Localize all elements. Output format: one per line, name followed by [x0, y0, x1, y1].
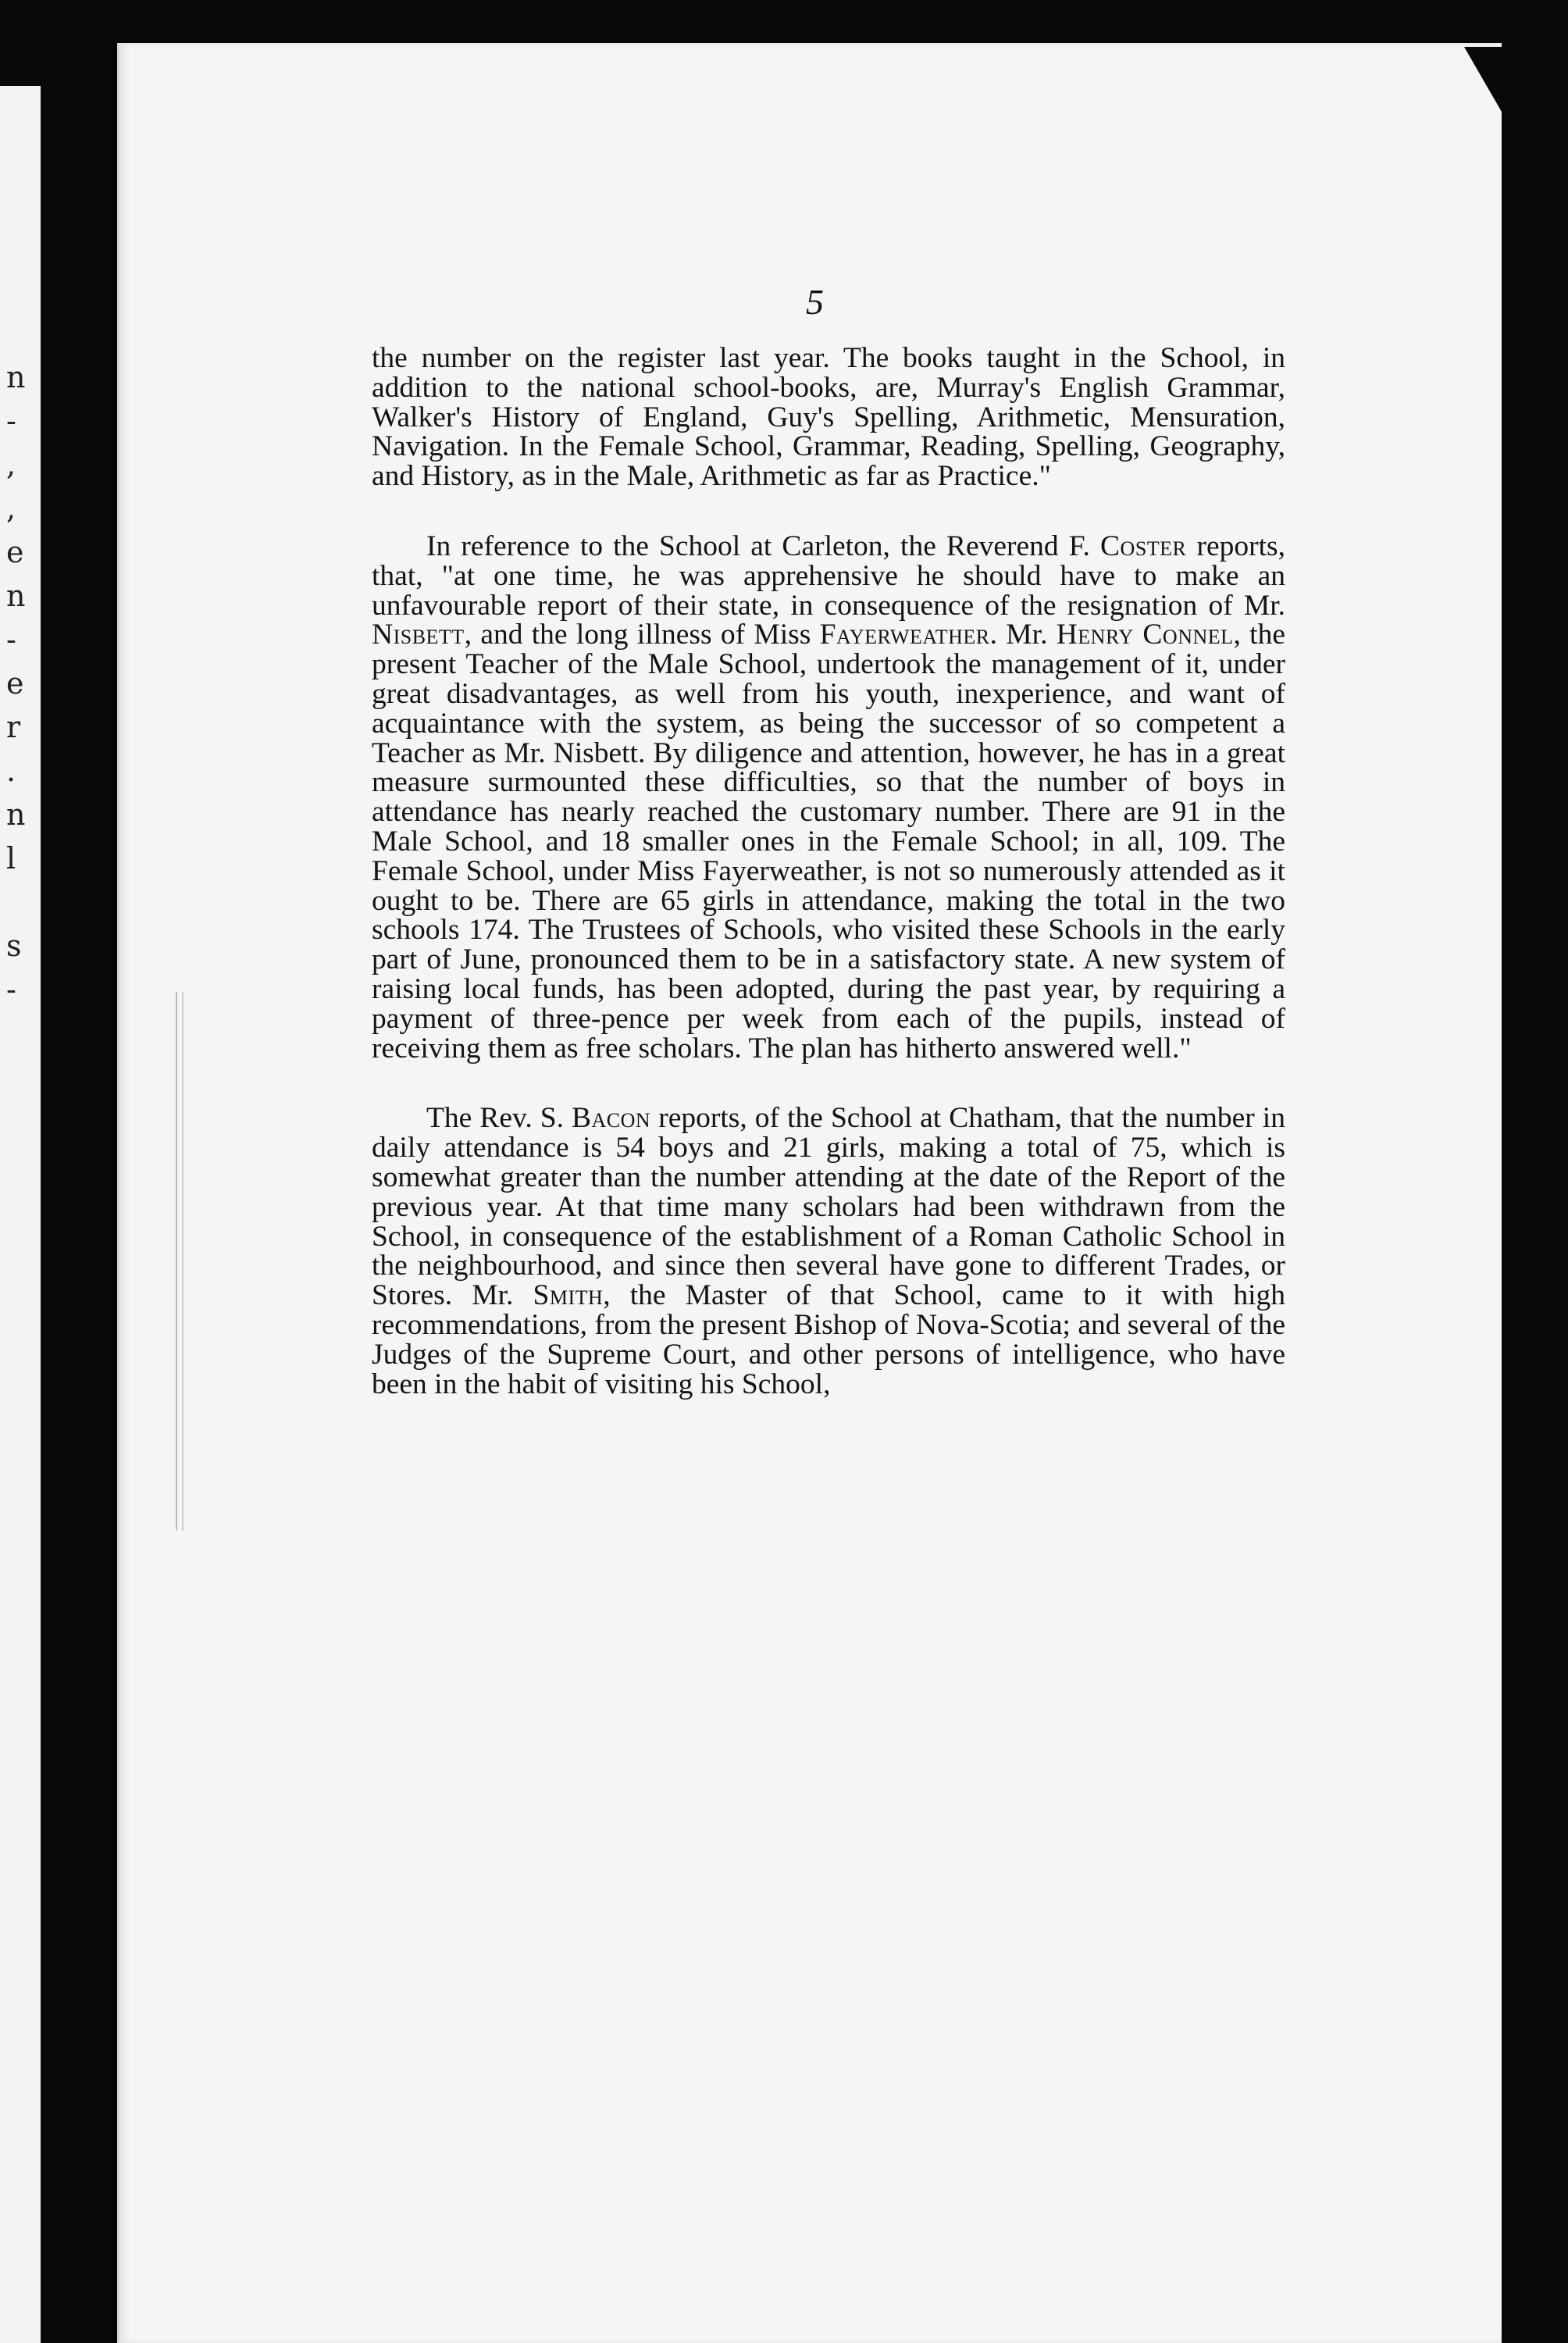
body-text	[372, 344, 1285, 1439]
margin-fragment: n	[6, 360, 26, 394]
proper-name: Smith	[533, 1279, 604, 1312]
margin-fragment: e	[6, 535, 24, 569]
proper-name: Fayerweather	[819, 619, 990, 651]
text-run: , and the long illness of Miss	[464, 619, 820, 651]
text-run: the number on the register last year. The books taught in the School, in addition to the national school-books, are, Murray's English Grammar, Walker's History of England, Guy's Spelling, Arithmetic, Mensuration, Navigation. In the Female School, Grammar, Reading, Spelling, Geography, and History, as in the Male, Arithmetic as far as Practice."	[372, 342, 1285, 493]
paragraph	[372, 344, 1285, 491]
margin-fragment: -	[6, 972, 16, 1007]
proper-name: Henry Connel	[1056, 619, 1234, 651]
margin-fragment: n	[6, 797, 26, 832]
paragraph	[372, 532, 1285, 1063]
text-run: reports, that, "at one time, he was apprehensive he should have to make an unfavourable report of their state, in consequence of the resignation of Mr.	[372, 530, 1285, 622]
text-run: , the Master of that School, came to it with high recommendations, from the present Bishop of Nova-Scotia; and several of the Judges of the Supreme Court, and other persons of intelligence, who have been in the habit of visiting his School,	[372, 1279, 1286, 1400]
page-number: 5	[806, 282, 824, 322]
margin-fragment: l	[6, 841, 16, 876]
proper-name: Nisbett	[372, 619, 465, 651]
margin-fragment: ,	[6, 491, 16, 526]
proper-name: Bacon	[572, 1102, 651, 1135]
text-run: , the present Teacher of the Male School, undertook the management of it, under great disadvantages, as well from his youth, inexperience, and want of acquaintance with the system, as being the successor of so competent a Teacher as Mr. Nisbett. By diligence and attention, however, he has in a great measure surmounted these difficulties, so that the number of boys in attendance has nearly reached the customary number. There are 91 in the Male School, and 18 smaller ones in the Female School; in all, 109. The Female School, under Miss Fayerweather, is not so numerously attended as it ought to be. There are 65 girls in attendance, making the total in the two schools 174. The Trustees of Schools, who visited these Schools in the early part of June, pronounced them to be in a satisfactory state. A new system of raising local funds, has been adopted, during the past year, by requiring a payment of three-pence per week from each of the pupils, instead of receiving them as free scholars. The plan has hitherto answered well."	[372, 619, 1285, 1065]
margin-fragment	[6, 880, 37, 924]
page-crease	[176, 992, 184, 1531]
margin-fragment: -	[6, 404, 16, 438]
margin-fragment: .	[6, 754, 16, 788]
margin-fragment: r	[6, 710, 21, 744]
proper-name: Coster	[1100, 530, 1187, 562]
margin-fragment: s	[6, 929, 22, 963]
text-run: . Mr.	[989, 619, 1057, 651]
text-run: In reference to the School at Carleton, the Reverend F.	[426, 530, 1101, 562]
margin-fragment: n	[6, 579, 26, 613]
paragraph	[372, 1104, 1285, 1399]
margin-fragment: -	[6, 622, 16, 657]
text-run: reports, of the School at Chatham, that the number in daily attendance is 54 boys and 21 girls, making a total of 75, which is somewhat greater than the number attending at the date of the Report of the previous year. At that time many scholars had been withdrawn from the School, in consequence of the establishment of a Roman Catholic School in the neighbourhood, and since then several have gone to different Trades, or Stores. Mr.	[372, 1102, 1285, 1312]
previous-page-edge	[0, 86, 41, 2343]
text-run: The Rev. S.	[426, 1102, 572, 1135]
margin-fragment: ,	[6, 448, 16, 482]
previous-page-fragments	[6, 355, 37, 1011]
margin-fragment: e	[6, 666, 24, 701]
